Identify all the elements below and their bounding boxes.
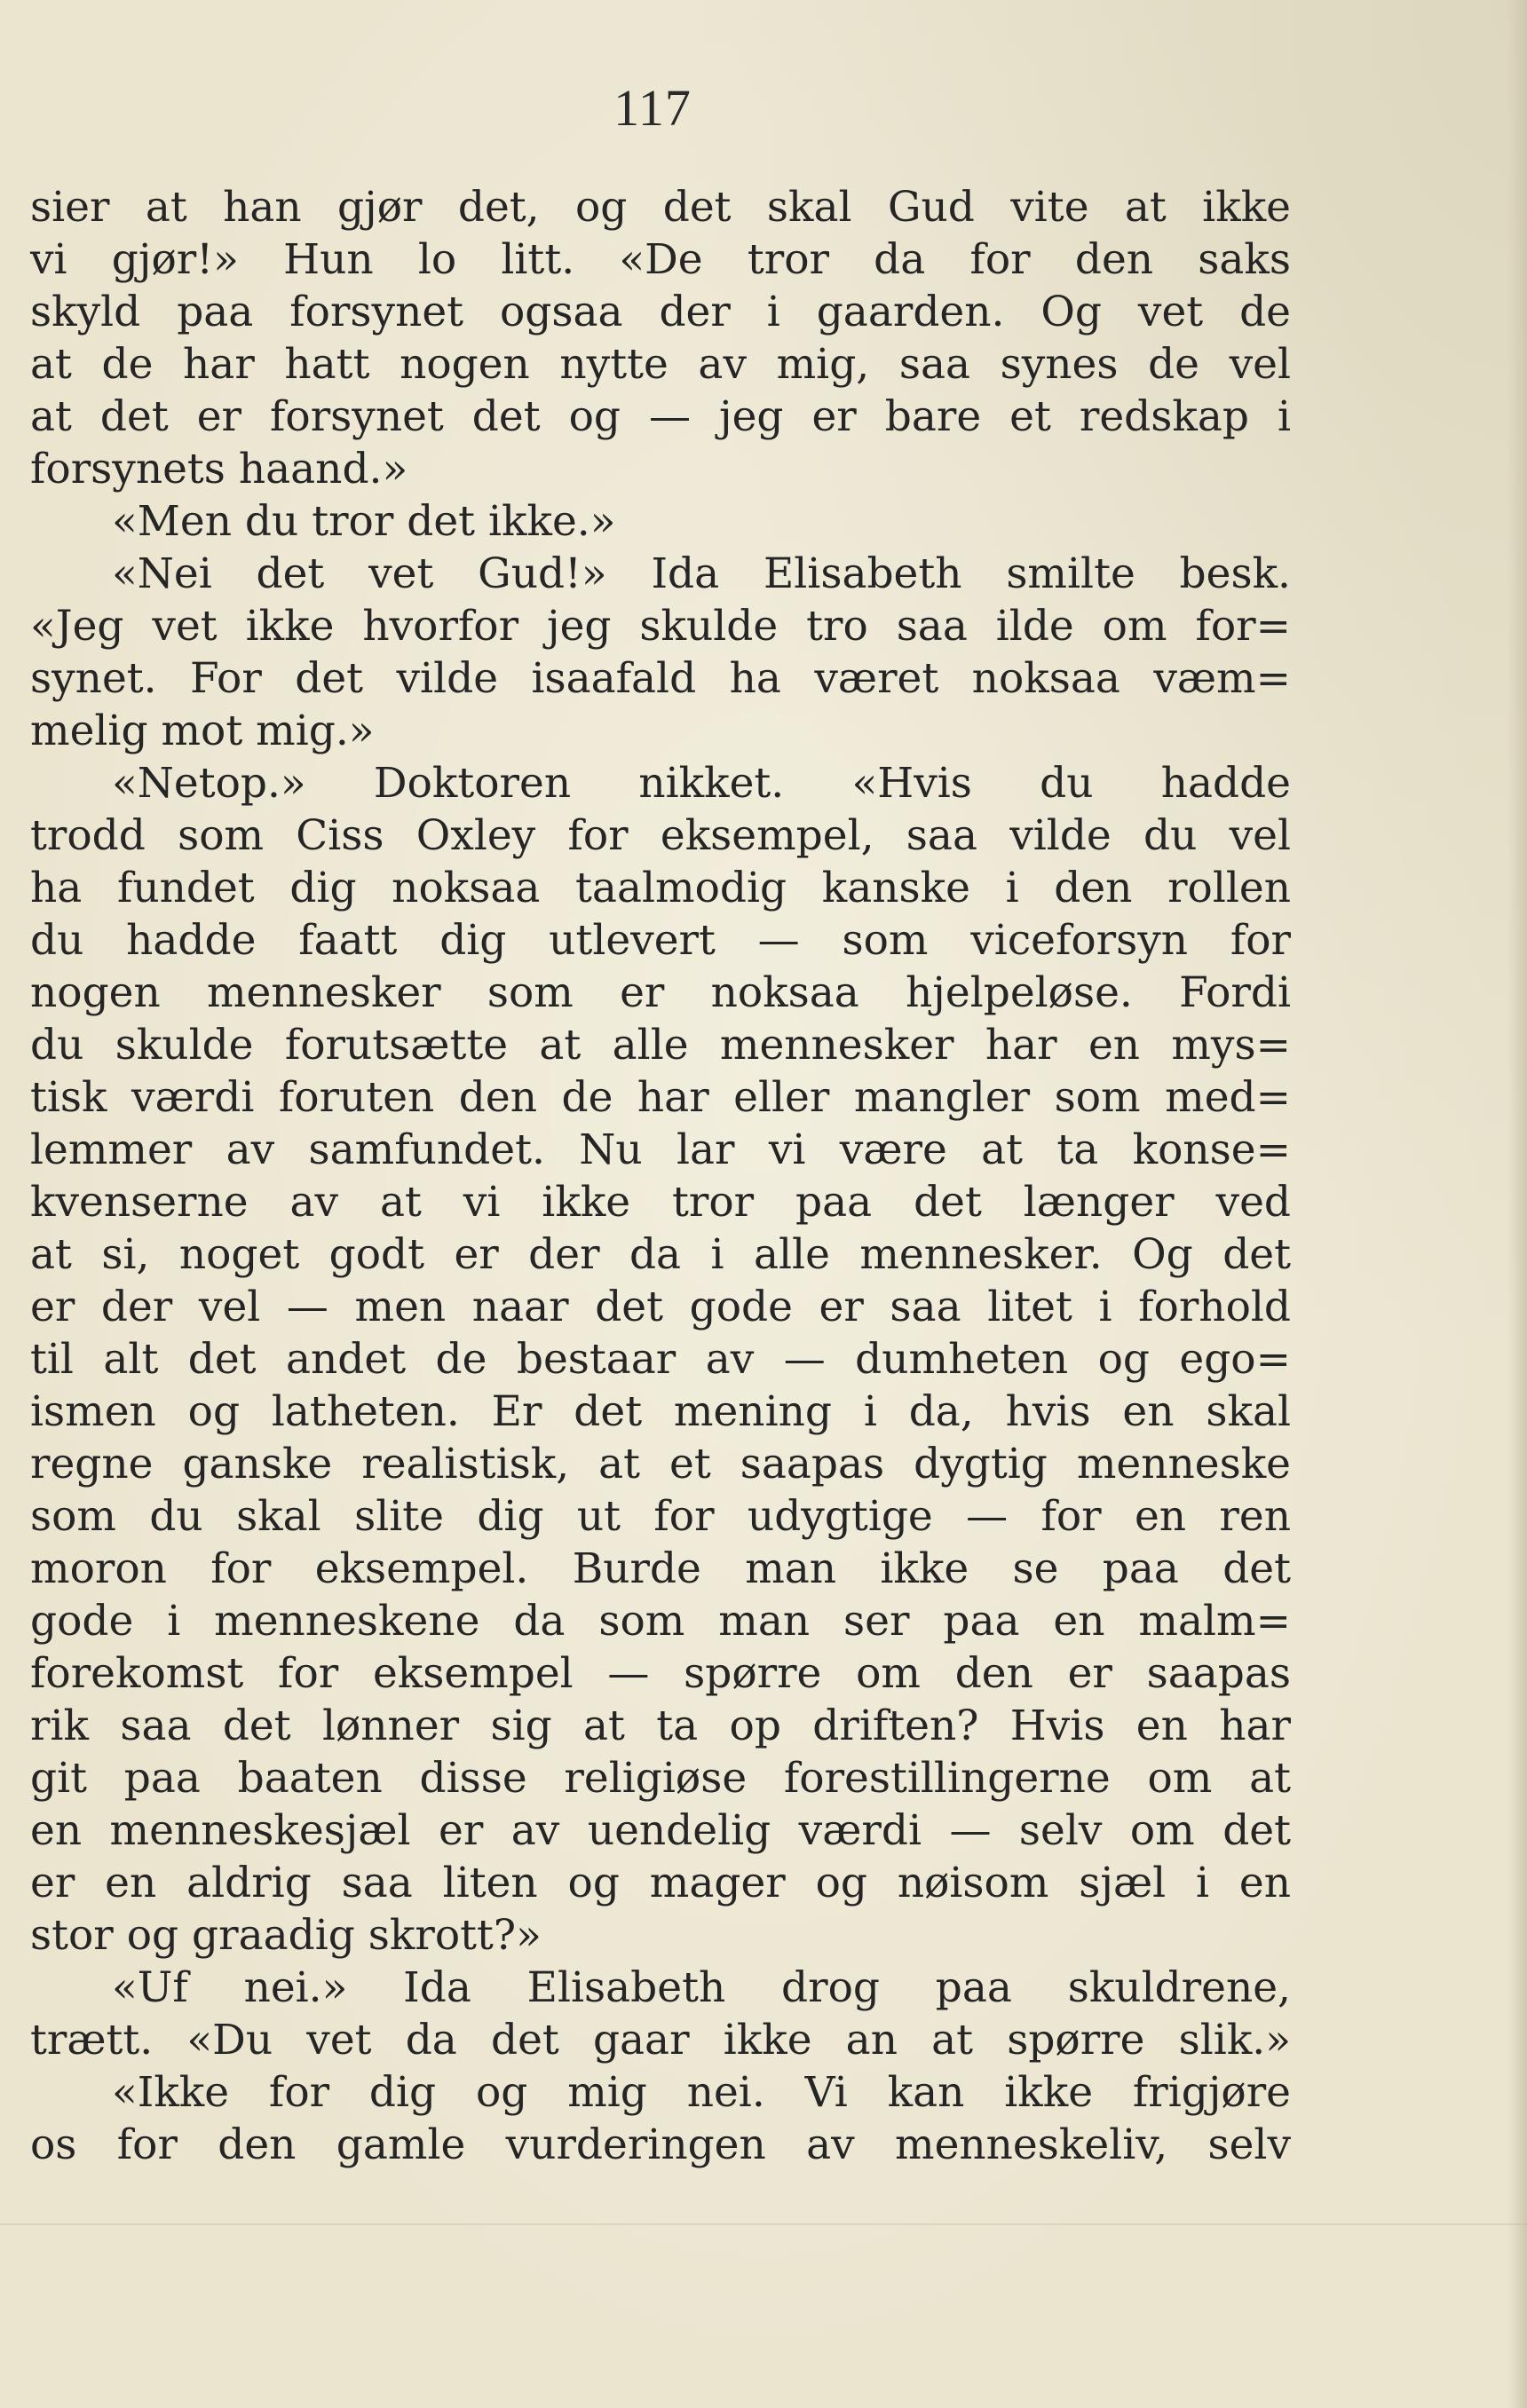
text-line: sier at han gjør det, og det skal Gud vite at ikke: [30, 183, 1291, 232]
text-line: at de har hatt nogen nytte av mig, saa synes de vel: [30, 340, 1291, 389]
text-line: som du skal slite dig ut for udygtige — for en ren: [30, 1492, 1291, 1541]
text-line: at det er forsynet det og — jeg er bare et redskap i: [30, 392, 1291, 441]
text-line: regne ganske realistisk, at et saapas dygtig menneske: [30, 1440, 1291, 1488]
text-line: «Netop.» Doktoren nikket. «Hvis du hadde: [112, 759, 1291, 808]
text-line: «Ikke for dig og mig nei. Vi kan ikke frigjøre: [112, 2068, 1291, 2117]
text-line: moron for eksempel. Burde man ikke se paa det: [30, 1544, 1291, 1593]
text-line: «Men du tror det ikke.»: [112, 497, 616, 546]
text-line: git paa baaten disse religiøse forestillingerne om at: [30, 1754, 1291, 1803]
text-line: kvenserne av at vi ikke tror paa det længer ved: [30, 1178, 1291, 1227]
text-line: melig mot mig.»: [30, 707, 375, 755]
text-line: forsynets haand.»: [30, 445, 408, 493]
text-line: synet. For det vilde isaafald ha været noksaa væm=: [30, 654, 1291, 703]
text-line: er der vel — men naar det gode er saa litet i forhold: [30, 1283, 1291, 1331]
page-edge-shadow: [1507, 0, 1527, 2408]
text-line: stor og graadig skrott?»: [30, 1911, 542, 1960]
text-line: «Nei det vet Gud!» Ida Elisabeth smilte besk.: [112, 549, 1291, 598]
text-line: rik saa det lønner sig at ta op driften? Hvis en har: [30, 1701, 1291, 1750]
page-bottom-divider: [0, 2223, 1527, 2225]
text-line: os for den gamle vurderingen av menneskeliv, selv: [30, 2120, 1291, 2169]
text-line: trodd som Ciss Oxley for eksempel, saa vilde du vel: [30, 811, 1291, 860]
text-line: ha fundet dig noksaa taalmodig kanske i den rollen: [30, 864, 1291, 912]
text-line: er en aldrig saa liten og mager og nøisom sjæl i en: [30, 1859, 1291, 1907]
text-line: til alt det andet de bestaar av — dumheten og ego=: [30, 1335, 1291, 1384]
text-line: en menneskesjæl er av uendelig værdi — selv om det: [30, 1806, 1291, 1855]
text-line: «Jeg vet ikke hvorfor jeg skulde tro saa ilde om for=: [30, 602, 1291, 651]
text-line: nogen mennesker som er noksaa hjelpeløse. Fordi: [30, 968, 1291, 1017]
text-line: du hadde faatt dig utlevert — som viceforsyn for: [30, 916, 1291, 965]
text-line: tisk værdi foruten den de har eller mangler som med=: [30, 1073, 1291, 1122]
text-line: «Uf nei.» Ida Elisabeth drog paa skuldrene,: [112, 1963, 1291, 2012]
text-line: forekomst for eksempel — spørre om den er saapas: [30, 1649, 1291, 1698]
text-line: at si, noget godt er der da i alle mennesker. Og det: [30, 1230, 1291, 1279]
page-number: 117: [613, 79, 692, 137]
body-text: [30, 181, 1291, 2171]
text-line: trætt. «Du vet da det gaar ikke an at spørre slik.»: [30, 2016, 1291, 2065]
text-line: lemmer av samfundet. Nu lar vi være at ta konse=: [30, 1125, 1291, 1174]
text-line: du skulde forutsætte at alle mennesker har en mys=: [30, 1021, 1291, 1070]
text-line: ismen og latheten. Er det mening i da, hvis en skal: [30, 1387, 1291, 1436]
text-line: vi gjør!» Hun lo litt. «De tror da for den saks: [30, 235, 1291, 284]
text-line: gode i menneskene da som man ser paa en malm=: [30, 1597, 1291, 1646]
text-line: skyld paa forsynet ogsaa der i gaarden. Og vet de: [30, 288, 1291, 336]
